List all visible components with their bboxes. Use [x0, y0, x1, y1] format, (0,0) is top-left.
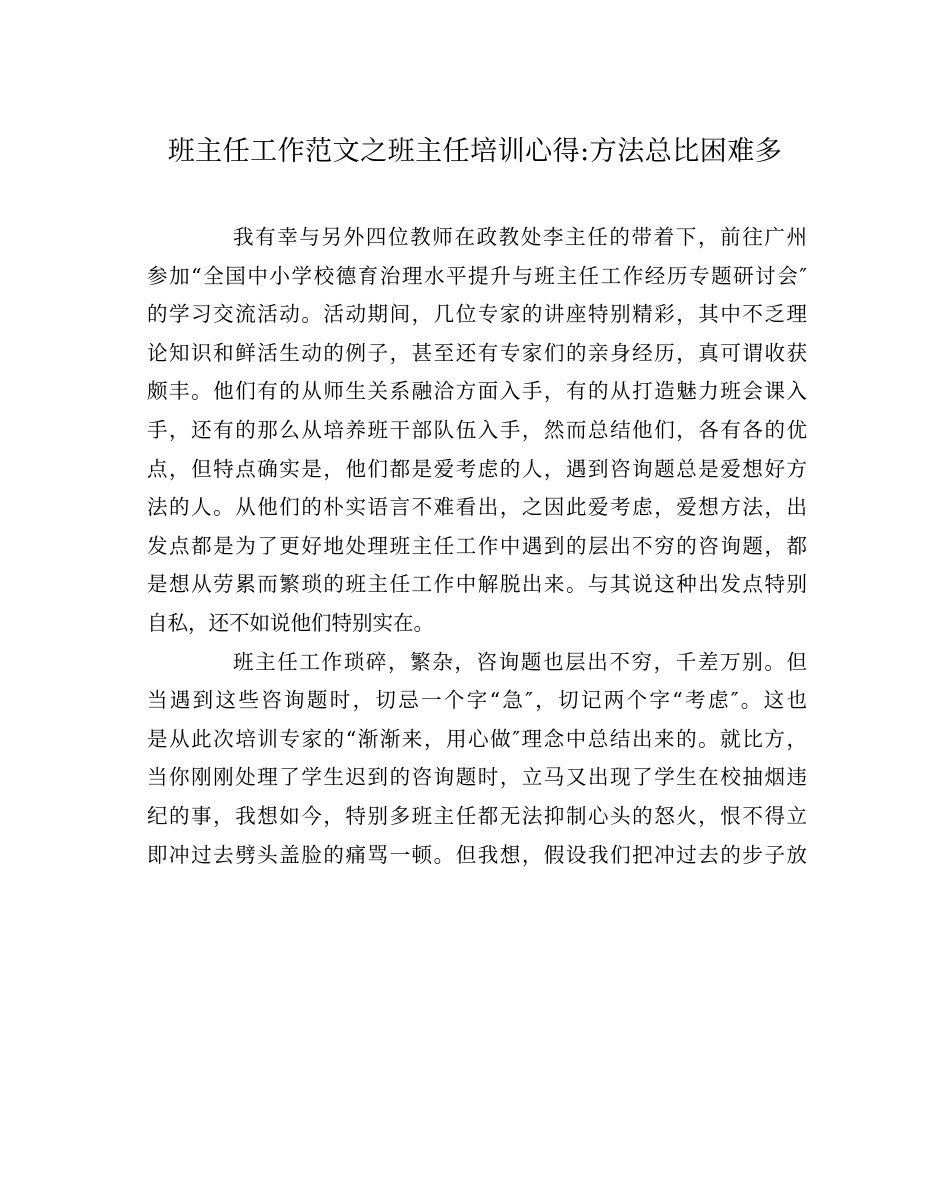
- paragraph-line: 论知识和鲜活生动的例子，甚至还有专家们的亲身经历，真可谓收获: [147, 340, 807, 365]
- paragraph-line: 法的人。从他们的朴实语言不难看出，之因此爱考虑，爱想方法，出: [147, 495, 807, 520]
- paragraph-line: 参加“全国中小学校德育治理水平提升与班主任工作经历专题研讨会″: [147, 263, 807, 288]
- paragraph-line: 自私，还不如说他们特别实在。: [147, 610, 434, 635]
- paragraph-line: 纪的事，我想如今，特别多班主任都无法抑制心头的怒火，恨不得立: [147, 803, 807, 828]
- paragraph-line: 我有幸与另外四位教师在政教处李主任的带着下，前往广州: [233, 225, 807, 249]
- paragraph-line: 发点都是为了更好地处理班主任工作中遇到的层出不穷的咨询题，都: [147, 533, 807, 558]
- document-title: 班主任工作范文之班主任培训心得:方法总比困难多: [167, 136, 783, 167]
- paragraph-line: 是想从劳累而繁琐的班主任工作中解脱出来。与其说这种出发点特别: [147, 572, 807, 597]
- paragraph-line: 班主任工作琐碎，繁杂，咨询题也层出不穷，千差万别。但: [233, 649, 807, 674]
- paragraph-line: 点，但特点确实是，他们都是爱考虑的人，遇到咨询题总是爱想好方: [147, 456, 807, 481]
- paragraph-line: 颇丰。他们有的从师生关系融洽方面入手，有的从打造魅力班会课入: [147, 379, 807, 404]
- paragraph-line: 当你刚刚处理了学生迟到的咨询题时，立马又出现了学生在校抽烟违: [147, 765, 807, 790]
- paragraph-line: 是从此次培训专家的“渐渐来，用心做″理念中总结出来的。就比方，: [147, 726, 807, 751]
- paragraph-1: [147, 218, 807, 643]
- paragraph-2: [147, 643, 807, 875]
- paragraph-line: 当遇到这些咨询题时，切忌一个字“急″，切记两个字“考虑″。这也: [147, 688, 807, 713]
- paragraph-line: 手，还有的那么从培养班干部队伍入手，然而总结他们，各有各的优: [147, 417, 807, 442]
- document-body: [147, 218, 807, 874]
- paragraph-line: 的学习交流活动。活动期间，几位专家的讲座特别精彩，其中不乏理: [147, 302, 807, 327]
- paragraph-line: 即冲过去劈头盖脸的痛骂一顿。但我想，假设我们把冲过去的步子放: [147, 842, 807, 867]
